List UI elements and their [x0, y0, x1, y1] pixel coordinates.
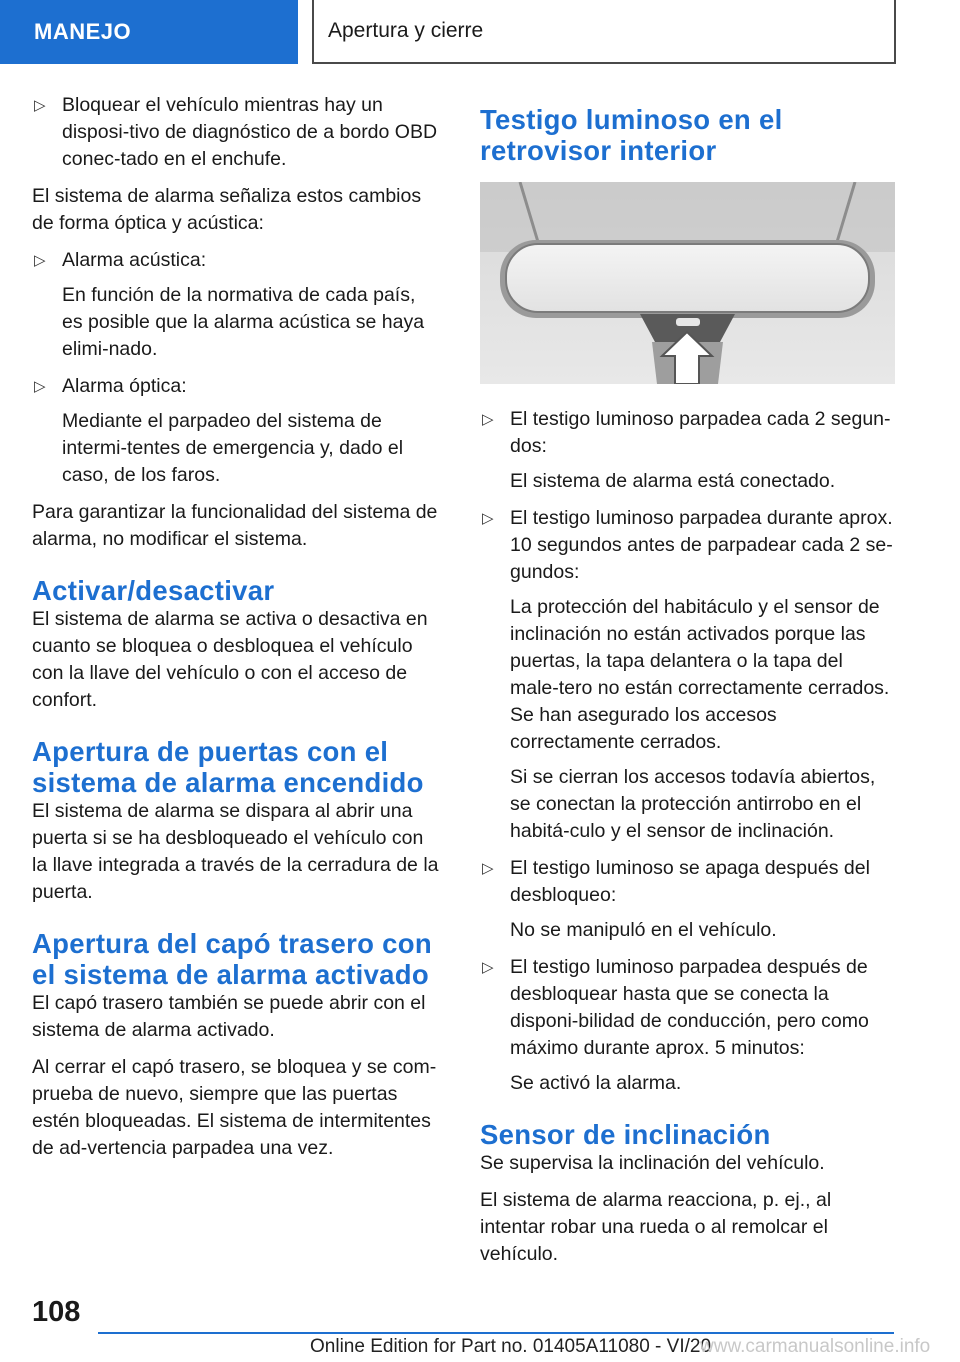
bullet-triangle-icon: ▷ [482, 959, 494, 976]
bullet-triangle-icon: ▷ [34, 252, 46, 269]
footer-edition: Online Edition for Part no. 01405A11080 - VI/20 [310, 1336, 712, 1357]
left-column [32, 92, 440, 1172]
list-item [480, 855, 895, 944]
bullet-triangle-icon: ▷ [34, 378, 46, 395]
list-item [32, 92, 440, 173]
bullet-title: El testigo luminoso parpadea durante aprox. 10 segundos antes de parpadear cada 2 se-gundos: [510, 507, 893, 583]
rearview-mirror-illustration [480, 182, 895, 384]
list-item [480, 954, 895, 1097]
paragraph: El capó trasero también se puede abrir con el sistema de alarma activado. [32, 992, 426, 1041]
heading-trunk: Apertura del capó trasero con el sistema de alarma activado [32, 928, 432, 990]
bullet-triangle-icon: ▷ [482, 510, 494, 527]
bullet-triangle-icon: ▷ [482, 411, 494, 428]
paragraph: Para garantizar la funcionalidad del sistema de alarma, no modificar el sistema. [32, 501, 438, 550]
paragraph: El sistema de alarma reacciona, p. ej., al intentar robar una rueda o al remolcar el vehículo. [480, 1189, 832, 1265]
paragraph: Al cerrar el capó trasero, se bloquea y se com-prueba de nuevo, siempre que las puertas estén bloqueadas. El sistema de intermitentes de ad-vertencia parpadea una vez. [32, 1056, 437, 1159]
bullet-text: Mediante el parpadeo del sistema de intermi-tentes de emergencia y, dado el caso, de los faros. [62, 410, 404, 486]
section-label: MANEJO [34, 19, 132, 44]
bullet-title: Alarma óptica: [62, 375, 187, 397]
paragraph: El sistema de alarma se activa o desactiva en cuanto se bloquea o desbloquea el vehículo con la llave del vehículo o con el acceso de confort. [32, 608, 428, 711]
page-number: 108 [32, 1296, 81, 1328]
chapter-label: Apertura y cierre [328, 19, 484, 42]
list-item [32, 373, 440, 489]
watermark: www.carmanualsonline.info [700, 1336, 931, 1357]
list-item [480, 505, 895, 845]
bullet-text: Si se cierran los accesos todavía abiertos, se conectan la protección antirrobo en el habitá-culo y el sensor de inclinación. [510, 766, 876, 842]
heading-tilt: Sensor de inclinación [480, 1119, 771, 1150]
bullet-text: Bloquear el vehículo mientras hay un disposi-tivo de diagnóstico de a bordo OBD conec-tado en el enchufe. [62, 94, 438, 170]
heading-activate: Activar/desactivar [32, 575, 275, 606]
right-column [480, 104, 895, 1278]
bullet-text: En función de la normativa de cada país, es posible que la alarma acústica se haya elimi-nado. [62, 284, 425, 360]
bullet-title: El testigo luminoso parpadea cada 2 segun-dos: [510, 408, 891, 457]
bullet-title: Alarma acústica: [62, 249, 207, 271]
paragraph: Se supervisa la inclinación del vehículo. [480, 1152, 825, 1174]
bullet-text: No se manipuló en el vehículo. [510, 919, 777, 941]
section-tab [0, 0, 298, 64]
chapter-title [312, 0, 896, 64]
bullet-triangle-icon: ▷ [34, 97, 46, 114]
heading-doors: Apertura de puertas con el sistema de alarma encendido [32, 736, 424, 798]
paragraph: El sistema de alarma se dispara al abrir una puerta si se ha desbloqueado el vehículo con la llave integrada a través de la cerradura de la puerta. [32, 800, 439, 903]
bullet-text: La protección del habitáculo y el sensor de inclinación no están activados porque las puertas, la tapa delantera o la tapa del male-tero no están correctamente cerrados. Se han asegurado los accesos correctamente cerrados. [510, 596, 890, 753]
bullet-text: El sistema de alarma está conectado. [510, 470, 836, 492]
heading-indicator: Testigo luminoso en el retrovisor interior [480, 104, 783, 166]
bullet-title: El testigo luminoso parpadea después de desbloquear hasta que se conecta la disponi-bilidad de conducción, pero como máximo durante aprox. 5 minutos: [510, 956, 869, 1059]
list-item [32, 247, 440, 363]
bullet-triangle-icon: ▷ [482, 860, 494, 877]
bullet-text: Se activó la alarma. [510, 1072, 682, 1094]
footer-divider [98, 1332, 894, 1334]
list-item [480, 406, 895, 495]
paragraph: El sistema de alarma señaliza estos cambios de forma óptica y acústica: [32, 185, 422, 234]
bullet-title: El testigo luminoso se apaga después del desbloqueo: [510, 857, 870, 906]
